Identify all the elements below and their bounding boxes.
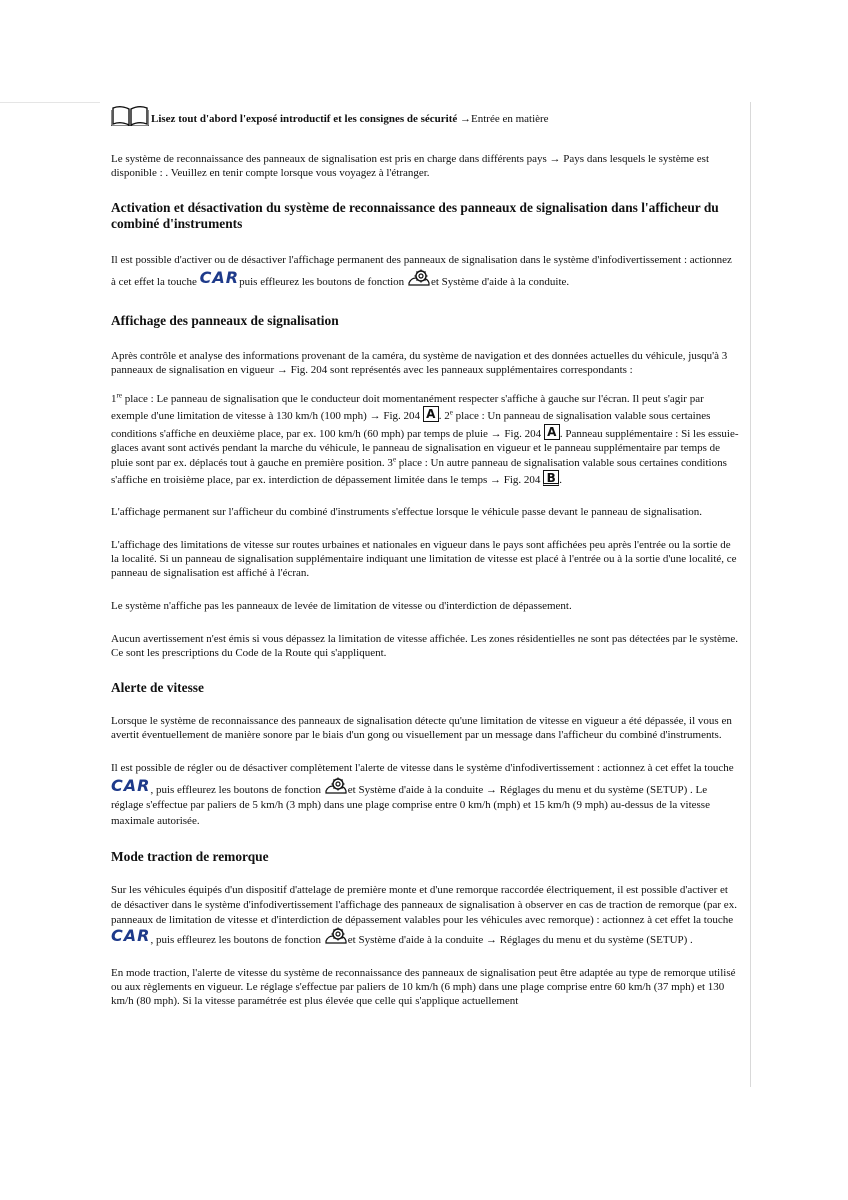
right-margin-rule: [750, 102, 751, 1087]
paragraph-trailer-alert: En mode traction, l'alerte de vitesse du système de reconnaissance des panneaux de signalisation peut être adaptée au type de remorque utilisé ou aux règlements en vigueur. Le réglage s'effectue par paliers de 10 km/h (6 mph) dans une plage comprise entre 60 km/h (37 mph) et 130 km/h (80 mph). Si la vitesse paramétrée est plus élevée que celle qui s'applique actuellement: [111, 966, 736, 1007]
paragraph-alert: Lorsque le système de reconnaissance des panneaux de signalisation détecte qu'une limitation de vitesse en vigueur a été dépassée, il vous en avertit éventuellement de manière sonore par le biais d'un gong ou visuellement par un message dans l'afficheur du combiné d'instruments.: [111, 715, 732, 742]
open-book-icon: [111, 104, 149, 126]
page-content: [111, 104, 739, 1008]
car-button-icon: CAR: [199, 268, 240, 287]
paragraph-no-warning: Aucun avertissement n'est émis si vous dépassez la limitation de vitesse affichée. Les zones résidentielles ne sont pas détectées par le système. Ce sont les prescriptions du Code de la Route qui s'appliquent.: [111, 633, 739, 660]
heading-affichage: Affichage des panneaux de signalisation: [111, 313, 339, 328]
car-settings-gear-icon: [324, 927, 348, 945]
heading-activation: Activation et désactivation du système de reconnaissance des panneaux de signalisation dans l'afficheur du combiné d'instruments: [111, 200, 719, 231]
car-button-icon: CAR: [111, 926, 151, 946]
heading-alerte: Alerte de vitesse: [111, 680, 204, 696]
car-settings-gear-icon: [324, 777, 348, 795]
intro-bold-text: Lisez tout d'abord l'exposé introductif et les consignes de sécurité: [151, 113, 458, 125]
paragraph-alert-settings: Il est possible de régler ou de désactiver complètement l'alerte de vitesse dans le système d'infodivertissement : actionnez à cet effet la touche CAR, puis effleurez les boutons de fonction et Système d'aide à la conduite → Réglages du menu et du système (SETUP) . Le réglage s'effectue par paliers de 5 km/h (3 mph) dans une plage comprise entre 0 km/h (mph) et 15 km/h (9 mph) au-dessus de la vitesse maximale autorisée.: [111, 762, 734, 827]
car-button-icon: CAR: [111, 775, 151, 795]
paragraph-places: 1re place : Le panneau de signalisation que le conducteur doit momentanément respecter s'affiche à gauche sur l'écran. Il peut s'agir par exemple d'une limitation de vitesse à 130 km/h (100 mph) → Fig. 204 A . 2e place : Un panneau de signalisation valable sous certaines conditions s'affiche en deuxième place, par ex. 100 km/h (60 mph) par temps de pluie → Fig. 204 A . Panneau supplémentaire : Si les essuie-glaces avant sont activés pendant la marche du véhicule, le panneau de signalisation en vigueur et le panneau supplémentaire par temps de pluie sont par ex. déplacés tout à gauche en première position. 3e place : Un autre panneau de signalisation valable sous certaines conditions s'affiche en troisième place, par ex. interdiction de dépassement limitée dans le temps → Fig. 204 B .: [111, 391, 739, 487]
intro-line: [111, 104, 739, 126]
fig-callout-a1[interactable]: A: [423, 406, 439, 422]
paragraph-trailer: Sur les véhicules équipés d'un dispositif d'attelage de première monte et d'une remorque raccordée électriquement, il est possible d'activer et de désactiver dans le système d'infodivertissement l'affichage des panneaux de signalisation à observer en cas de traction de remorque (par ex. panneaux de limitation de vitesse et d'interdiction de dépassement valables pour les véhicules avec remorque) : actionnez à cet effet la touche CAR, puis effleurez les boutons de fonction et Système d'aide à la conduite → Réglages du menu et du système (SETUP) .: [111, 884, 737, 947]
paragraph-activation: Il est possible d'activer ou de désactiver l'affichage permanent des panneaux de signalisation dans le système d'infodivertissement : actionnez à cet effet la touche CARpuis effleurez les boutons de fonction et Système d'aide à la conduite.: [111, 254, 732, 288]
paragraph-no-display: Le système n'affiche pas les panneaux de levée de limitation de vitesse ou d'interdiction de dépassement.: [111, 600, 572, 613]
intro-link[interactable]: →Entrée en matière: [460, 113, 549, 125]
fig-callout-b[interactable]: B: [543, 470, 559, 486]
paragraph-countries: Le système de reconnaissance des panneaux de signalisation est pris en charge dans différents pays → Pays dans lesquels le système est disponible : . Veuillez en tenir compte lorsque vous voyagez à l'étranger.: [111, 153, 710, 179]
fig-callout-a2[interactable]: A: [544, 424, 560, 440]
top-rule: [0, 102, 100, 103]
car-settings-gear-icon: [407, 269, 431, 287]
paragraph-permanent: L'affichage permanent sur l'afficheur du combiné d'instruments s'effectue lorsque le véhicule passe devant le panneau de signalisation.: [111, 506, 703, 519]
paragraph-limits: L'affichage des limitations de vitesse sur routes urbaines et nationales en vigueur dans le pays sont affichées peu après l'entrée ou la sortie de la localité. Si un panneau de signalisation supplémentaire indiquant une limitation de vitesse est placé à l'entrée ou à la sortie d'une localité, ce panneau de signalisation est affiché à l'écran.: [111, 539, 737, 580]
heading-remorque: Mode traction de remorque: [111, 849, 269, 865]
paragraph-camera: Après contrôle et analyse des informations provenant de la caméra, du système de navigation et des données actuelles du véhicule, jusqu'à 3 panneaux de signalisation en vigueur → Fig. 204 sont représentés avec les panneaux supplémentaires correspondants :: [111, 350, 728, 376]
